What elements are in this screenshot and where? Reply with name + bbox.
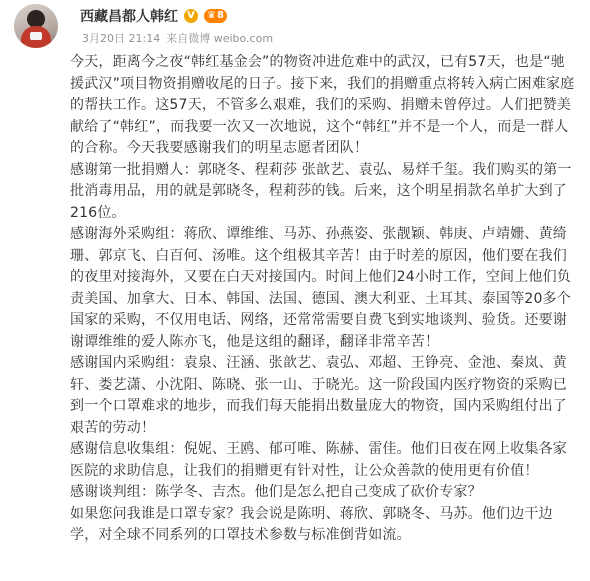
verified-icon[interactable]: V (184, 9, 198, 23)
paragraph-negotiation-team: 感谢谈判组：陈学冬、吉杰。他们是怎么把自己变成了砍价专家？ (70, 484, 482, 500)
crown-icon: ♛ (207, 10, 216, 21)
paragraph-intro: 今天，距离今之夜“韩红基金会”的物资冲进危难中的武汉，已有57天，也是“驰援武汉”项目物资捐赠收尾的日子。接下来，我们的捐赠重点将转入病亡困难家庭的帮扶工作。这57天，不管多么艰难，我们的采购、捐赠未曾停过。人们把赞美献给了“韩红”，而我要一次又一次地说，这个“韩红”并不是一个人，而是一群人的合称。今天我要感谢我们的明星志愿者团队！ (70, 54, 575, 156)
post-header (8, 4, 590, 50)
author-name[interactable]: 西藏昌都人韩红 (80, 9, 178, 25)
post-meta (82, 30, 273, 46)
avatar[interactable] (14, 4, 58, 48)
post-source[interactable]: 来自微博 weibo.com (166, 32, 274, 45)
paragraph-mask-experts: 如果您问我谁是口罩专家？我会说是陈明、蒋欣、郭晓冬、马苏。他们边干边学，对全球不同系列的口罩技术参数与标准倒背如流。 (70, 505, 553, 543)
vip-icon[interactable] (204, 9, 227, 23)
paragraph-info-team: 感谢信息收集组：倪妮、王鸥、郁可唯、陈赫、雷佳。他们日夜在网上收集各家医院的求助信息，让我们的捐赠更有针对性，让公众善款的使用更有价值！ (70, 441, 567, 479)
paragraph-first-donors: 感谢第一批捐赠人：郭晓冬、程莉莎 张歆艺、袁弘、易烊千玺。我们购买的第一批消毒用品，用的就是郭晓冬，程莉莎的钱。后来，这个明星捐款名单扩大到了216位。 (70, 161, 572, 221)
vip-level: 8 (216, 10, 224, 21)
paragraph-domestic-team: 感谢国内采购组：袁泉、汪涵、张歆艺、袁弘、邓超、王铮亮、金池、秦岚、黄轩、娄艺潇、小沈阳、陈晓、张一山、于晓光。这一阶段国内医疗物资的采购已到一个口罩难求的地步，而我们每天能捐出数量庞大的物资，国内采购组付出了艰苦的劳动！ (70, 355, 567, 436)
paragraph-overseas-team: 感谢海外采购组：蒋欣、谭维维、马苏、孙燕姿、张靓颖、韩庚、卢靖姗、黄绮珊、郭京飞、白百何、汤唯。这个组极其辛苦！由于时差的原因，他们要在我们的夜里对接海外，又要在白天对接国内。时间上他们24小时工作，空间上他们负责美国、加拿大、日本、韩国、法国、德国、澳大利亚、土耳其、泰国等20多个国家的采购，不仅用电话、网络，还常常需要自费飞到实地谈判、验货。还要谢谢谭维维的爱人陈亦飞，他是这组的翻译，翻译非常辛苦！ (70, 226, 572, 350)
post-date[interactable]: 3月20日 21:14 (82, 32, 161, 45)
author-row (80, 6, 227, 26)
avatar-shirt-mark (30, 32, 42, 40)
post-body (70, 52, 578, 547)
